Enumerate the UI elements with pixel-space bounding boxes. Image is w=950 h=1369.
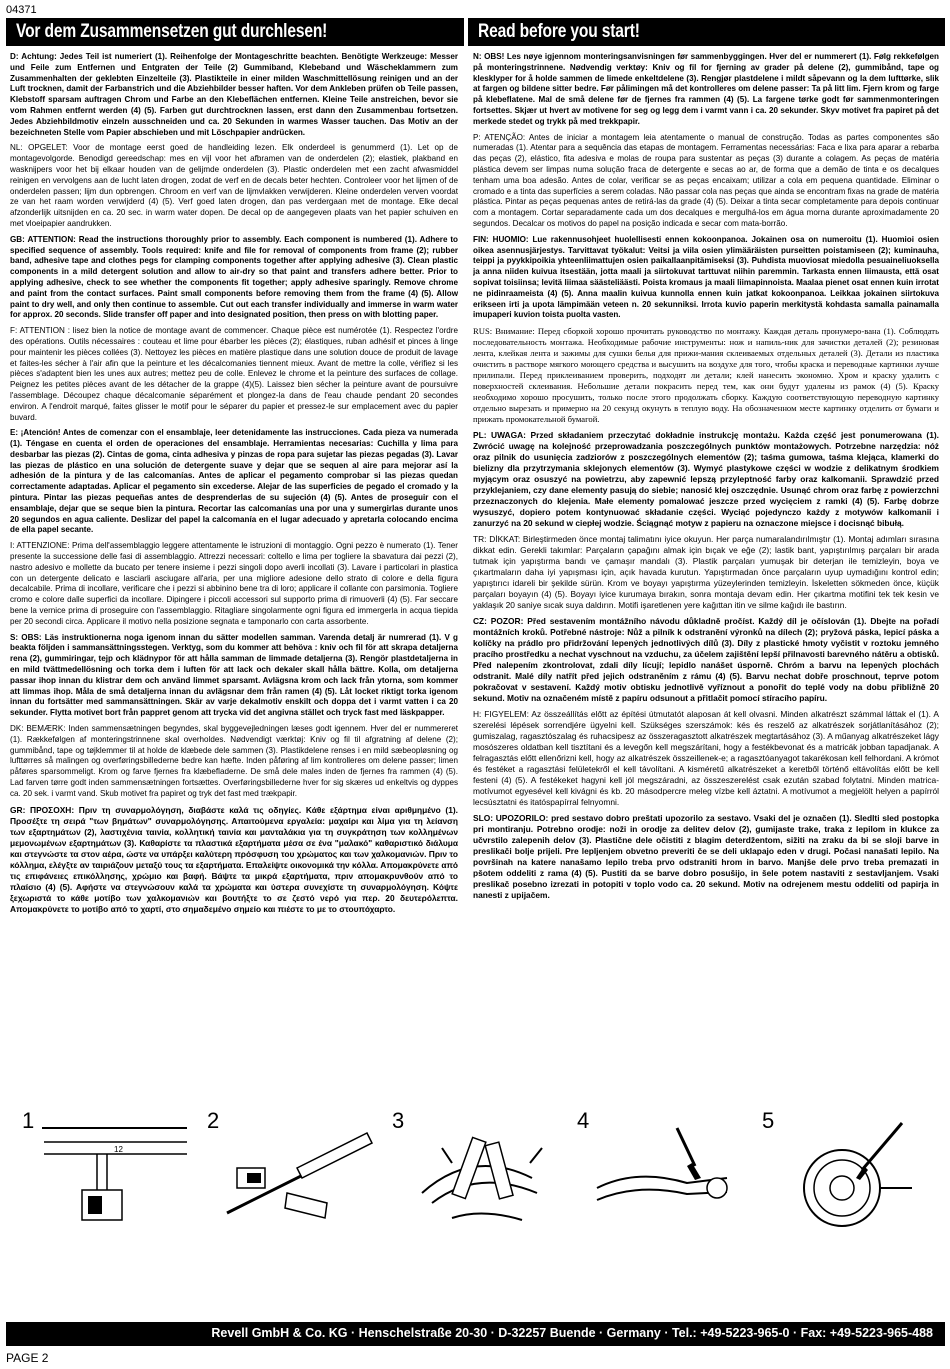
step-number: 3 [392,1108,405,1133]
svg-text:12: 12 [114,1145,123,1154]
header-title-english: Read before you start! [468,18,945,46]
step-2-knife-file [207,1108,377,1238]
instruction-fi: FIN: HUOMIO: Lue rakennusohjeet huolellisesti ennen kokoonpanoa. Jokainen osa on numeroitu (1). Huomioi osien oikea asennusjärjestys. Tarvittavat työkalut: Veitsi ja viila osien ylimääräisten purseitten poistamiseen (2); kuminauha, teippi ja pyykkipoikia yhteenliimattujen osien paikallaanpitämiseksi (3). Puhdista muoviosat miedolla pesuaineliuoksella ja anna niiden kuivua itsestään, jotta maali ja siirtokuvat tarttuvat niihin paremmin. Tarkasta ennen liimausta, että osat sopivat toisiinsa; levitä liimaa säästeliäästi. Poista kromaus ja maali liimapinnoista. Maalaa pienet osat ennen kuin irrotat ne pidinraameista (4) (5). Anna maalin kuivua kunnolla ennen kuin jatkat kokoonpanoa. Leikkaa jokainen siirtokuva erikseen irti ja upota lämpimään veteen n. 20 sekunniksi. Irrota kuvio paperin merkitystä kohdasta samalla painamalla imupaperi kuvion toista puolta vasten. [473,234,939,320]
page-number: PAGE 2 [6,1351,49,1365]
step-number: 2 [207,1108,220,1133]
instruction-tr: TR: DİKKAT: Birleştirmeden önce montaj talimatını iyice okuyun. Her parça numaralandırılmıştır (1). Montaj adımları sırasına dikkat edin. Gerekli takımlar: Parçaların çapağını almak için bıçak ve eğe (2); lastik bant, yapıştırılmış parçaları bir arada tutmak için yapıştırma bandı ve çamaşır mandalı (3). Plastik parçaları yumuşak bir deterjan ile temizleyin, boya ve çıkartmaların daha iyi yapışması için, açık havada kurutun. Yapıştırmadan önce parçaların uyup uymadığını kontrol edin; yapıştırıcı idareli bir şekilde sürün. Krom ve boyayı yapıştırma yüzeylerinden temizleyin. İskeletten sökmeden önce, küçük parçaları boyayın (4) (5). Boyayı iyice kurumaya bırakın, sonra montaja devam edin. Her çıkartma motifini tek tek kesin ve yaklaşık 20 saniye sıcak suya daldırın. Motifi işaretlenen yere kağıttan itin ve silme kağıdı ile bastırın. [473,534,939,611]
instruction-es: E: ¡Atención! Antes de comenzar con el ensamblaje, leer detenidamente las instrucciones. Cada pieza va numerada (1). Téngase en cuenta el orden de operaciones del ensamblaje. Herramientas necesarias: Cuchilla y lima para desbarbar las piezas (2). Cintas de goma, cinta adhesiva y pinzas de ropa para sujetar las piezas pegadas (3). Lavar las piezas de plástico en una solución de detergente suave y dejar que se sequen al aire para mejorar así la adhesión de la pintura y de las calcomanías. Antes de aplicar el pegamento comprobar si las piezas quedan correctamente adaptadas. Aplicar el pegamento sin excederse. Alejar de las superficies de pegado el cromado y la pintura. Pintar las piezas pequeñas antes de desprenderlas de su sujeción (4) (5). Antes de proseguir con el ensamblaje, dejar que se seque bien la pintura. Recortar las calcomanías una por una y sumergirlas durante unos 20 segundos en agua caliente. Deslizar del papel la calcomanía en el lugar adecuado y apretarla colocando encima de ella papel secante. [10,428,458,535]
step-number: 5 [762,1108,775,1133]
instruction-cz: CZ: POZOR: Před sestavením montážního návodu důkladně pročíst. Každý díl je očíslován (1). Dbejte na pořadí montážních kroků. Potřebné nástroje: Nůž a pilník k odstranění výronků na dílech (2); pryžová páska, lepicí páska a kolíčky na prádlo pro přidržování lepených jednotlivých dílů (3). Díly z plastické hmoty vyčistit v roztoku jemného pracího prostředku a nechat vyschnout na vzduchu, za účelem zajištění lepší přilnavosti barevného nátěru a obtisků. Před nalepením zkontrolovat, zdali díly lícují; lepidlo nanášet úsporně. Chróm a barvu na lepených plochách odstranit. Malé díly natřít před jejich odstraněním z rámu (4) (5). Barvu nechat dobře proschnout, teprve potom pokračovat v sestavení. Každý motiv obtisku jednotlivě vyříznout a ponořit do teplé vody na dobu přibližně 20 sekund. Motiv na označeném místě z papíru odsunout a přitlačit pomocí stíracího papíru. [473,616,939,704]
clothes-peg-clamp-icon [392,1108,562,1238]
step-number: 4 [577,1108,590,1133]
instruction-si: SLO: UPOZORILO: pred sestavo dobro preštati upozorilo za sestavo. Vsaki del je označen (1). Sledlti sled postopka pri montiranju. Potrebno orodje: noži in orodje za delitev delov (2), gumijaste trake, traka z lepilom in klukce za učvrstilo zalepenih delov (3). Plastične dele očistiti z blagim deterdžentom, sižiti na zraku da bi se sloji barve in preslikači bolje prijeli. Pre lepljenjem obvetno preveriti če se deli uklapajo eden v drugi. Počasi nanašati lepilo. Na površinah na katere nanašamo lepilo treba prvo odstraniti hrom in barvo. Manjše dele prvo treba premazati in pšotem oddeliti z rama (4) (5). Pustiti da se barve dobro posušijo, in šele potem nastaviti z sestavljanjem. Vsaki preslikač posebno izrezati in potopiti v toplo vodo ca. 20 sekund. Motiv na odrejenem mestu oddeliti od papirja in nanesti z upijačem. [473,813,939,901]
header-title-german: Vor dem Zusammensetzen gut durchlesen! [6,18,464,46]
instruction-gr: GR: ΠΡΟΣΟΧΗ: Πριν τη συναρμολόγηση, διαβάστε καλά τις οδηγίες. Κάθε εξάρτημα είναι αριθμημένο (1). Προσέξτε τη σειρά "των βημάτων" συναρμολόγησης. Απαιτούμενα εργαλεία: μαχαίρι και λίμα για τη λείανση των εξαρτημάτων (2), λαστιχένια ταινία, κολλητική ταινία και μανταλάκια για τη συγκράτηση των κολλημένων μεμονωμένων εξαρτημάτων (3). Καθαρίστε τα πλαστικά εξαρτήματα μέσα σε ένα "μαλακό" καθαριστικό διάλυμα και στεγνώστε τα στον αέρα, ώστε να υπάρξει καλύτερη πρόσφυση του χρώματος και των χαλκομανιών. Πριν το κόλλημα, ελέγξτε αν ταιριάζουν μεταξύ τους τα εξαρτήματα. Επαλείψτε οικονομικά την κόλλα. Απομακρύνετε από τις επιφάνειες επικόλλησης, χρώμιο και βαφή. Βάψτε τα μικρά εξαρτήματα, πριν απομακρυνθούν από το πλαίσιο (4) (5). Αφήστε να στεγνώσουν καλά τα χρώματα και ύστερα συνεχίστε τη συναρμολόγηση. Κόψτε ξεχωριστά το κάθε μοτίβο των χαλκομανιών και βουτήξτε το σε ζεστό νερό για περ. 20 δευτερόλεπτα. Απομακρύνετε το μοτίβο από το χαρτί, στο σημαδεμένο σημείο και πιέστε το με το στουπόχαρτο. [10,804,458,914]
instruction-it: I: ATTENZIONE: Prima dell'assemblaggio leggere attentamente le istruzioni di montaggio. Ogni pezzo è numerato (1). Tener presente la successione delle fasi di assemblaggio. Attrezzi necessari: coltello e lima per togliere la sbavatura dai pezzi (2), nastro adesivo e mollette da bucato per tenere insieme i pezzi singoli dopo averli incollati (3). Lavare i particolari in plastica con un detergente delicato e lasciarli asciugare all'aria, per una migliore adesione dello strato di colore e della figura decalcabile. Prima di incollare, verificare che i pezzi si abbinino bene tra di loro; applicare il collante con parsimonia. Togliere cromo e colore dalle superfici da incollare. Dipingere i piccoli accessori sul supporto prima di rimuoverli (4) (5). Far seccare bene la vernice prima di proseguire con l'assemblaggio. Ritagliare singolarmente ogni figura ed immergerla in acqua tiepida per 20 secondi circa. Applicare il motivo nella posizione segnata e tamponarlo con carta assorbente. [10,541,458,626]
instruction-fr: F: ATTENTION : lisez bien la notice de montage avant de commencer. Chaque pièce est numérotée (1). Respectez l'ordre des opérations. Outils nécessaires : couteau et lime pour ébarber les pièces (2); élastiques, ruban adhésif et pinces à linge pour maintenir les pièces collées (3). Nettoyez les pièces en matière plastique dans une solution douce de produit de lavage et faites-les sécher à l'air afin que la peinture et les décalcomanies tiennent mieux. Avant de mettre la colle, vérifiez si les pièces s'adaptent bien les unes aux autres; mettez peu de colle. Enlevez le chrome et la peinture des surfaces de collage. Peignez les petites pièces avant de les détacher de la grappe (4)(5). Laissez bien sécher la peinture avant de poursuivre l'assemblage. Découpez chaque décalcomanie séparément et plongez-la dans de l'eau chaude pendant 20 secondes environ. A l'endroit marqué, faites glisser le motif pour le séparer du papier et pressez-le sur emplacement avec du papier buvard. [10,326,458,422]
step-5-painting-small-part [762,1108,932,1238]
wheel-painting-icon [762,1108,932,1238]
step-3-clamping [392,1108,562,1238]
step-number: 1 [22,1108,35,1133]
instruction-nl: NL: OPGELET: Voor de montage eerst goed de handleiding lezen. Elk onderdeel is genummerd (1). Let op de montagevolgorde. Benodigd gereedschap: mes en vijl voor het afbramen van de onderdelen (2); elastiek, plakband en wasknijpers voor het bij elkaar houden van de gelijmde onderdelen (3). Plastic onderdelen met een zacht afwasmiddel reinigen en vervolgens aan de lucht laten drogen, zodat de verf en de decals beter hechten. Controleer voor het lijmen of de onderdelen passen; lijm dun opbrengen. Chroom en verf van de lijmvlakken verwijderen. Kleine onderdelen verven voordat ze van het raam worden verwijderd (4) (5). Verf goed laten drogen, dan pas verdergaan met de montage. Elke decal afzonderlijk uitsnijden en ca. 20 sec. in warm water dopen. De decal op de aangegeven plaats van het papier schuiven en met vloeipapier aandrukken. [10,143,458,228]
instruction-pt: P: ATENÇÃO: Antes de iniciar a montagem leia atentamente o manual de construção. Todas as partes componentes são numeradas (1). Atentar para a sequência das etapas de montagem. Ferramentas necessárias: Faca e lixa para aparar a rebarba das peças (2), elástico, fita adesiva e molas de roupa para sustentar as peças (3) durante a colagem. As peças de matéria plástica devem ser limpas numa solução fraca de detergente e secas ao ar, de forma que a demão de tinta e os decalques tenham uma boa adesão. Antes de colar, verificar se as peças encaixam; utilizar a cola em pequena quantidade. Eliminar o cromado e a tinta das superfícies a serem coladas. Não passar cola nas peças que ainda se encontram fixas na grade de matéria plástica. Pintar as peças pequenas antes de retirá-las da grade (4) (5). Deixar a tinta secar completamente para depois continuar com a montagem. Cortar separadamente cada um dos decalques e mergulhá-los em água morna durante aproximadamente 20 segundos. Decalcar os motivos do papel na posição indicada e secar com mata-borrão. [473,132,939,228]
instruction-se: S: OBS: Läs instruktionerna noga igenom innan du sätter modellen samman. Varenda detalj är numrerad (1). V g beakta följden i sammansättningsstegen. Verktyg, som du kommer att behöva : kniv och fil för att skrapa detaljerna rena (2), gummiringar, tejp och klädnypor för att hålla samman de limmade detaljerna (3). Rengör plastdetaljerna in en mild tvättmedellösning och torka dem i luften för att lack och dekaler skall hålla bättre. Kolla, om detaljerna passar ihop innan du klistrar dem och använd limmet sparsamt. Avlägsna krom och lack från ytorna, som kommer att limmas ihop. Måla de små detaljerna innan du avlägsnar dem från ramen (4) (5). Låt locket riktigt torka igenom innan du fortsätter med sammansättningen. Skär av varje dekalmotiv enskilt och doppa det i varmt vatten i ca 20 sekunder. Flytta motivet bort från pappret genom att trycka vid det angivna stället och tryck fast med läskpapper. [10,632,458,718]
instruction-hu: H: FIGYELEM: Az összeállítás előtt az építési útmutatót alaposan át kell olvasni. Minden alkatrészt számmal láttak el (1). A szerelési lépések sorrendjére ügyelni kell. Szükséges szerszámok: kés és reszelő az alkatrészek sorjátlanításához (2); gumiszalag, ragasztószalag és ruhacsipesz az összeragasztott alkatrészek megtartásához (3). A műanyag alkatrészeket lágy mosószeres oldatban kell tisztítani és a levegőn kell megszárítani, hogy a festékbevonat és a matricák jobban tapadjanak. A felragasztás előtt ellenőrizni kell, hogy az alkatrészek összeillenek-e; a ragasztóanyagot takarékosan kell felhordani. A krómot és festéket a ragasztási felületekről el kell távolítani. A kisméretű alkatrészeket a keretből történő eltávolítás előtt be kell festeni (4) (5). A festékeket hagyni kell jól megszáradni, az összeszerelést csak ezután szabad folytatni. Minden matrica-motívumot egyesével kell kivágni és kb. 20 másodpercre meleg vízbe kell áztatni. A motívumot a megjelölt helyen a papírról lecsúsztatni és itatóspapírral felnyomni. [473,709,939,808]
instructions-right-column [473,52,939,1120]
instruction-ru: RUS: Внимание: Перед сборкой хорошо прочитать руководство по монтажу. Каждая деталь пронумеро-вана (1). Соблюдать последовательность монтажа. Необходимые рабочие инструменты: нож и напиль-ник для зачистки деталей (2); резиновая лента, клейкая лента и зажимы для сушки белья для прижи-мания склеиваемых отдельных деталей (3). Детали из пластика очистить в растворе мягкого моющего средства и высушить на воздухе для того, чтобы краска и переводные картинки лучше прилипали. Перед приклеиванием проверить, подходят ли детали; клей нанесить экономно. Хром и краску удалить с поверхностей склеивания. Небольшие детали покрасить перед тем, как они будут удалены из рамок (4) (5). Краску необходимо хорошо просушить, только после этого продолжать сборку. Каждую соответствующую переводную картинку отдельно вырезать и примерно на 20 секунд окунуть в теплую воду. На обозначенном месте картинку отделить от бумаги и прижать промокательной бумагой. [473,326,939,425]
instruction-gb: GB: ATTENTION: Read the instructions thoroughly prior to assembly. Each component is numbered (1). Adhere to specified sequence of assembly. Tools required: knife and file for removal of components from frame (2); rubber band, adhesive tape and clothes pegs for clamping components together after applying adhesive (3). Clean plastic components in a mild detergent solution and allow to air-dry so that paint and transfers adhere better. Prior to applying adhesive, check to see whether the components fit together; apply adhesive sparingly. Remove chrome and paint from the contact surfaces. Paint small components before removing them from the frame (4) (5). Allow paint to dry well, and only then continue to assemble. Cut out each transfer individually and immerse in warm water for approx. 20 seconds. Slide transfer off paper and into designated position, then press on with blotting paper. [10,234,458,320]
assembly-steps-illustrations [22,1108,932,1238]
step-1-numbered-parts [22,1108,192,1238]
instruction-no: N: OBS! Les nøye igjennom monteringsanvisningen før sammenbyggingen. Hver del er nummerert (1). Følg rekkefølgen på monteringstrinnene. Nødvendig verktøy: Kniv og fil for fjerning av grader på delene (2), gummibånd, tape og klesklyper for å holde sammen de limede enkeltdelene (3). Rengjør plastdelene i mildt såpevann og la dem lufttørke, slik at fargen og bildene sitter bedre. Før pålimingen må det kontrolleres om delene passer: Ta på litt lim. Fjern krom og farge på klebeflatene. Mal de små delene før de fjernes fra rammen (4) (5). La fargene tørke godt før sammenmonteringen fortsettes. Skjær ut hvert av motivene for seg og legg dem i varmt vann i ca. 20 sekunder. Skyv motivet fra papiret på det merkede stedet og trykk på med trekkpapir. [473,52,939,126]
instructions-left-column [10,52,458,1120]
footer-company-contact: Revell GmbH & Co. KG · Henschelstraße 20-30 · D-32257 Buende · Germany · Tel.: +49-5223-965-0 · Fax: +49-5223-965-488 [6,1322,945,1346]
instruction-pl: PL: UWAGA: Przed składaniem przeczytać dokładnie instrukcję montażu. Każda część jest ponumerowana (1). Zwrócić uwagę na kolejność przeprowadzania poszczególnych punktów montażowych. Potrzebne narzędzia: nóż oraz pilnik do usunięcia zadziorów z poszczególnych elementów (2); taśma gumowa, taśma klejąca, klamerki do bielizny dla przytrzymania sklejonych elementów (3). Wymyć plastykowe części w wodzie z delikatnym środkiem myjącym oraz osuszyć na powietrzu, aby zapewnić lepszą przyleptność farby oraz kalkomanii. Sprawdzić przed przyklejaniem, czy dane elementy pasują do siebie; nanosić klej oszczędnie. Usunąć chrom oraz farbę z powierzchni przeznaczonych do klejenia. Małe elementy pomalować jeszcze przed wycięciem z ramki (4) (5). Farbę dobrze wysuszyć, dopiero potem kontynuować składanie części. Wyciąć pojedynczo każdy z motywów kalkomanii i zanurzyć na 20 sekund w ciepłej wodzie. Ściągnąć motyw z papieru na oznaczone miejsce i docisnąć bibułą. [473,430,939,529]
knife-and-file-icon [207,1108,377,1238]
document-number: 04371 [6,4,37,16]
instruction-de: D: Achtung: Jedes Teil ist numeriert (1). Reihenfolge der Montageschritte beachten. Benötigte Werkzeuge: Messer und Feile zum Entfernen und Entgraten der Teile (2) Gummiband, Klebeband und Wäscheklammern zum Zusammenhalten der geklebten Einzelteile (3). Plastikteile in einer milden Waschmittellösung reinigen und an der Luft trocknen, damit der Farbanstrich und die Abziehbilder besser haften. Vor dem Ankleben prüfen ob Teile passen, Klebstoff sparsam auftragen Chrom und Farbe an den Klebeflächen entfernen. Kleine Teile anstreichen, bevor sie vom Rahmen entfernt werden (4) (5). Farben gut durchtrocknen lassen, erst dann den Zusammenbau fortsetzen. Jedes Abziehbildmotiv einzeln ausschneiden und ca. 20 Sekunden in warmes Wasser tauchen. Das Motiv an der bezeichneten Stelle vom Papier abschieben und mit Löschpapier andrücken. [10,52,458,137]
paint-brush-icon [577,1108,747,1238]
step-4-painting-on-sprue [577,1108,747,1238]
sprue-frame-icon [22,1108,192,1238]
instruction-dk: DK: BEMÆRK: Inden sammensætningen begyndes, skal byggevejledningen læses godt igennem. Hver del er nummereret (1). Rækkefølgen af monteringstrinnene skal overholdes. Nødvendigt værktøj: Kniv og fil til afgratning af delene (2); gummibånd, tape og tøjklemmer til at holde de klæbede dele sammen (3). Plastikdelene renses i en mild sæbeopløsning og lufttørres så malingen og overføringsbillederne bedre kan hæfte. Inden påføring af lim kontrolleres om delene passer; limen påføres sparsommeligt. Krom og farve fjernes fra klæbefladerne. De små dele males inden de fjernes fra rammen (4) (5). Lad farven tørre godt inden sammensætningen fortsættes. Overføringsbillederne hver for sig skæres ud enkeltvis og dyppes ca. 20 sek. i varmt vand. Skub motivet fra papiret og tryk det fast med trækpapir. [10,724,458,798]
